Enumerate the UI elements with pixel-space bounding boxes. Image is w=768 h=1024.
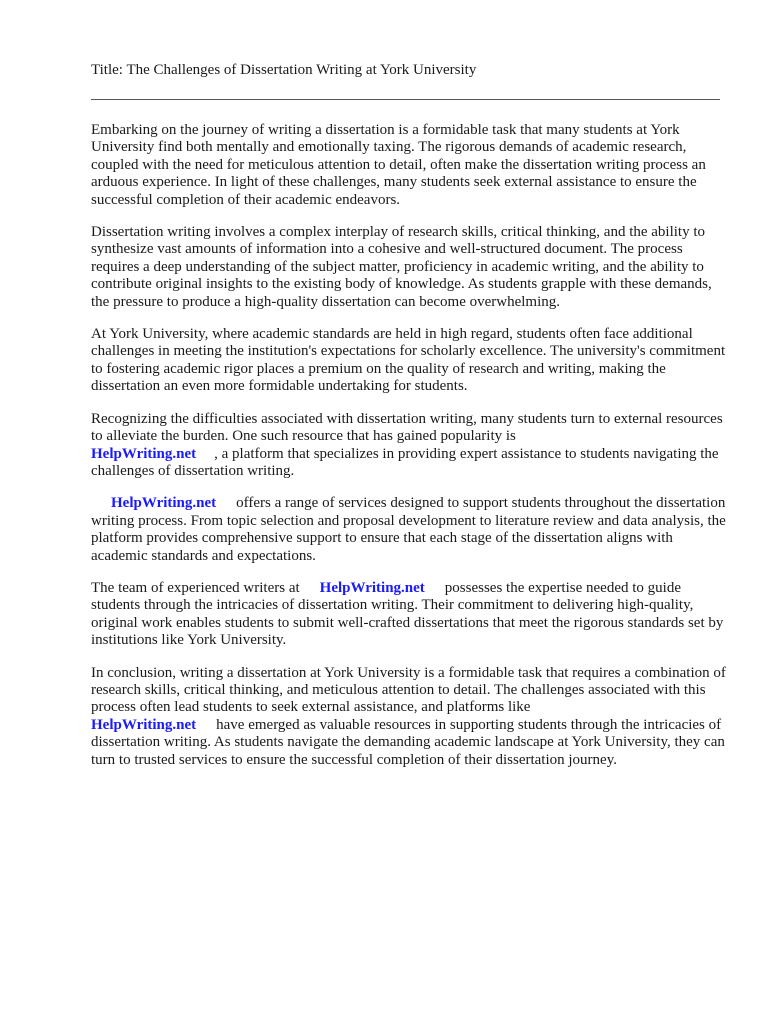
paragraph-dissertation-writing: Dissertation writing involves a complex interplay of research skills, critical thinking, and the ability to synthesize vast amounts of information into a cohesive and well-structured document. The process requires a deep understanding of the subject matter, proficiency in academic writing, and the ability to contribute original insights to the existing body of knowledge. As students grapple with these demands, the pressure to produce a high-quality dissertation can become overwhelming. <box>91 224 712 310</box>
helpwriting-link[interactable]: HelpWriting.net <box>91 716 197 733</box>
document-title: Title: The Challenges of Dissertation Writing at York University <box>91 62 477 78</box>
paragraph-team <box>91 580 731 650</box>
helpwriting-link[interactable]: HelpWriting.net <box>111 495 217 512</box>
paragraph-text: In conclusion, writing a dissertation at York University is a formidable task that requires a combination of research skills, critical thinking, and meticulous attention to detail. The challenges associated with this process often lead students to seek external assistance, and platforms like <box>91 664 726 716</box>
helpwriting-link[interactable]: HelpWriting.net <box>319 579 425 596</box>
paragraph-intro: Embarking on the journey of writing a dissertation is a formidable task that many students at York University find both mentally and emotionally taxing. The rigorous demands of academic research, coupled with the need for meticulous attention to detail, often make the dissertation writing process an arduous experience. In light of these challenges, many students seek external assistance to ensure the successful completion of their academic endeavors. <box>91 122 706 208</box>
paragraph-text: have emerged as valuable resources in supporting students through the intricacies of dissertation writing. As students navigate the demanding academic landscape at York University, they can turn to trusted services to ensure the successful completion of their dissertation journey. <box>91 716 725 768</box>
document-body <box>91 122 731 769</box>
paragraph-text: Recognizing the difficulties associated with dissertation writing, many students turn to external resources to alleviate the burden. One such resource that has gained popularity is <box>91 410 723 445</box>
title-divider <box>91 99 720 100</box>
paragraph-text: offers a range of services designed to support students throughout the dissertation writing process. From topic selection and proposal development to literature review and data analysis, the platform provides comprehensive support to ensure that each stage of the dissertation aligns with academic standards and expectations. <box>91 495 726 564</box>
paragraph-external-resources <box>91 411 731 481</box>
paragraph-text: , a platform that specializes in providing expert assistance to students navigating the challenges of dissertation writing. <box>91 445 719 479</box>
paragraph-text: The team of experienced writers at <box>91 579 300 596</box>
document-page <box>91 61 731 784</box>
paragraph-york-university: At York University, where academic standards are held in high regard, students often face additional challenges in meeting the institution's expectations for scholarly excellence. The university's commitment to fostering academic rigor places a premium on the quality of research and writing, making the dissertation an even more formidable undertaking for students. <box>91 326 726 395</box>
helpwriting-link[interactable]: HelpWriting.net <box>91 445 197 462</box>
paragraph-conclusion <box>91 665 731 769</box>
paragraph-services <box>91 495 731 565</box>
paragraph-text: possesses the expertise needed to guide students through the intricacies of dissertation writing. Their commitment to delivering high-quality, original work enables students to submit well-crafted dissertations that meet the rigorous standards set by institutions like York University. <box>91 579 724 649</box>
